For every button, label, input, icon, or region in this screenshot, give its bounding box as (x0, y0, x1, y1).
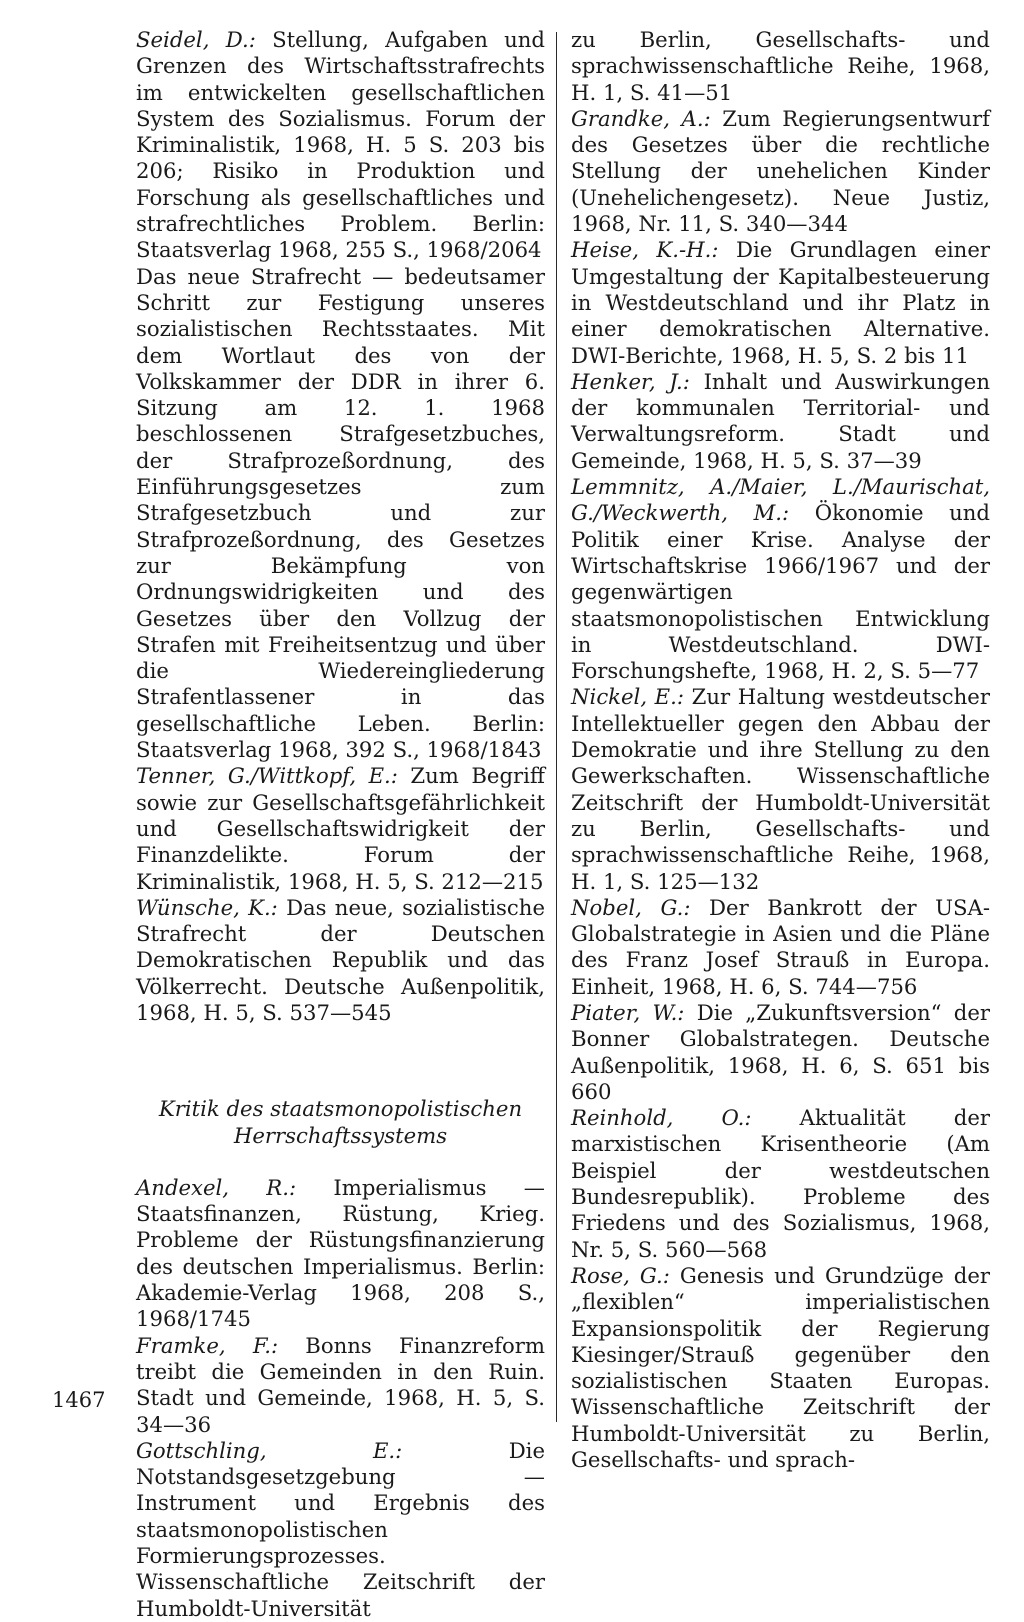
entry-text: Die Notstandsgesetzgebung — Instrument und Ergebnis des staatsmonopolistischen Formierungsprozesses. Wissenschaftliche Zeitschrift der Humboldt-Universität (136, 1437, 545, 1621)
column-divider (556, 32, 557, 1422)
entry-author: Framke, F.: (136, 1332, 279, 1358)
entry-text: Der Bankrott der USA-Globalstrategie in Asien und die Pläne des Franz Josef Strauß in Europa. Einheit, 1968, H. 6, S. 744—756 (571, 894, 990, 999)
entry-author: Andexel, R.: (136, 1174, 297, 1200)
entry-text: Bonns Finanzreform treibt die Gemeinden in den Ruin. Stadt und Gemeinde, 1968, H. 5, S. 34—36 (136, 1332, 545, 1437)
entry-author: Lemmnitz, A./Maier, L./Maurischat, G./Weckwerth, M.: (571, 474, 990, 526)
entry-author: Grandke, A.: (571, 105, 711, 131)
bibliography-entry (571, 1000, 990, 1105)
entry-author: Reinhold, O.: (571, 1105, 752, 1131)
left-entries-bottom (136, 1175, 545, 1622)
section-heading-line2: Herrschaftssystems (233, 1122, 448, 1148)
entry-text: Aktualität der marxistischen Krisentheorie (Am Beispiel der westdeutschen Bundesrepublik). Probleme des Friedens und des Sozialismus, 1968, Nr. 5, S. 560—568 (571, 1105, 990, 1262)
entry-author: Gottschling, E.: (136, 1437, 403, 1463)
bibliography-entry (136, 1333, 545, 1438)
entry-text: Stellung, Aufgaben und Grenzen des Wirtschaftsstrafrechts im entwickelten gesellschaftlichen System des Sozialismus. Forum der Kriminalistik, 1968, H. 5 S. 203 bis 206; Risiko in Produktion und Forschung als gesellschaftliches und strafrechtliches Problem. Berlin: Staatsverlag 1968, 255 S., 1968/2064 (136, 27, 545, 263)
left-column (136, 27, 545, 1622)
bibliography-entry (136, 1438, 545, 1622)
bibliography-entry (136, 1175, 545, 1333)
page-number: 1467 (52, 1388, 106, 1412)
entry-text: Ökonomie und Politik einer Krise. Analyse der Wirtschaftskrise 1966/1967 und der gegenwärtigen staatsmonopolistischen Entwicklung in Westdeutschland. DWI-Forschungshefte, 1968, H. 2, S. 5—77 (571, 500, 990, 684)
section-heading-line1: Kritik des staatsmonopolistischen (158, 1096, 523, 1122)
left-entries-top (136, 27, 545, 1026)
entry-author: Wünsche, K.: (136, 894, 278, 920)
bibliography-entry (571, 1105, 990, 1263)
entry-text: zu Berlin, Gesellschafts- und sprachwissenschaftliche Reihe, 1968, H. 1, S. 41—51 (571, 27, 990, 105)
section-heading (136, 1096, 545, 1149)
bibliography-entry (571, 684, 990, 894)
entry-text: Zum Begriff sowie zur Gesellschaftsgefährlichkeit und Gesellschaftswidrigkeit der Finanzdelikte. Forum der Kriminalistik, 1968, H. 5, S. 212—215 (136, 763, 545, 894)
bibliography-entry (571, 369, 990, 474)
bibliography-entry (571, 474, 990, 684)
bibliography-entry (571, 106, 990, 237)
bibliography-entry (571, 237, 990, 368)
entry-text: Genesis und Grundzüge der „flexiblen“ imperialistischen Expansionspolitik der Regierung Kiesinger/Strauß gegenüber den sozialistischen Staaten Europas. Wissenschaftliche Zeitschrift der Humboldt-Universität zu Berlin, Gesellschafts- und sprach- (571, 1262, 990, 1473)
entry-text: Die „Zukunftsversion“ der Bonner Globalstrategen. Deutsche Außenpolitik, 1968, H. 6, S. 651 bis 660 (571, 999, 990, 1104)
entry-text: Das neue Strafrecht — bedeutsamer Schritt zur Festigung unseres sozialistischen Rechtsstaates. Mit dem Wortlaut des von der Volkskammer der DDR in ihrer 6. Sitzung am 12. 1. 1968 beschlossenen Strafgesetzbuches, der Strafprozeßordnung, des Einführungsgesetzes zum Strafgesetzbuch und zur Strafprozeßordnung, des Gesetzes zur Bekämpfung von Ordnungswidrigkeiten und des Gesetzes über den Vollzug der Strafen mit Freiheitsentzug und über die Wiedereingliederung Strafentlassener in das gesellschaftliche Leben. Berlin: Staatsverlag 1968, 392 S., 1968/1843 (136, 263, 545, 763)
entry-text: Zur Haltung westdeutscher Intellektueller gegen den Abbau der Demokratie und ihre Stellung zu den Gewerkschaften. Wissenschaftliche Zeitschrift der Humboldt-Universität zu Berlin, Gesellschafts- und sprachwissenschaftliche Reihe, 1968, H. 1, S. 125—132 (571, 684, 990, 894)
entry-author: Heise, K.-H.: (571, 237, 719, 263)
right-column (571, 27, 990, 1473)
bibliography-entry (136, 264, 545, 764)
entry-text: Die Grundlagen einer Umgestaltung der Kapitalbesteuerung in Westdeutschland und ihr Platz in einer demokratischen Alternative. DWI-Berichte, 1968, H. 5, S. 2 bis 11 (571, 237, 990, 368)
entry-author: Nobel, G.: (571, 894, 691, 920)
bibliography-entry (571, 895, 990, 1000)
entry-text: Imperialismus — Staatsfinanzen, Rüstung, Krieg. Probleme der Rüstungsfinanzierung des deutschen Imperialismus. Berlin: Akademie-Verlag 1968, 208 S., 1968/1745 (136, 1174, 545, 1332)
entry-author: Seidel, D.: (136, 27, 256, 52)
entry-author: Henker, J.: (571, 368, 690, 394)
bibliography-entry (571, 27, 990, 106)
entry-author: Piater, W.: (571, 999, 685, 1025)
entry-author: Nickel, E.: (571, 684, 685, 710)
entry-text: Inhalt und Auswirkungen der kommunalen Territorial- und Verwaltungsreform. Stadt und Gemeinde, 1968, H. 5, S. 37—39 (571, 368, 990, 473)
bibliography-entry (571, 1263, 990, 1473)
bibliography-entry (136, 895, 545, 1026)
bibliography-entry (136, 763, 545, 894)
entry-text: Zum Regierungsentwurf des Gesetzes über die rechtliche Stellung der unehelichen Kinder (Unehelichengesetz). Neue Justiz, 1968, Nr. 11, S. 340—344 (571, 105, 990, 237)
entry-author: Rose, G.: (571, 1262, 670, 1288)
right-entries (571, 27, 990, 1473)
entry-author: Tenner, G./Wittkopf, E.: (136, 763, 398, 789)
entry-text: Das neue, sozialistische Strafrecht der Deutschen Demokratischen Republik und das Völkerrecht. Deutsche Außenpolitik, 1968, H. 5, S. 537—545 (136, 894, 545, 1025)
bibliography-entry (136, 27, 545, 264)
